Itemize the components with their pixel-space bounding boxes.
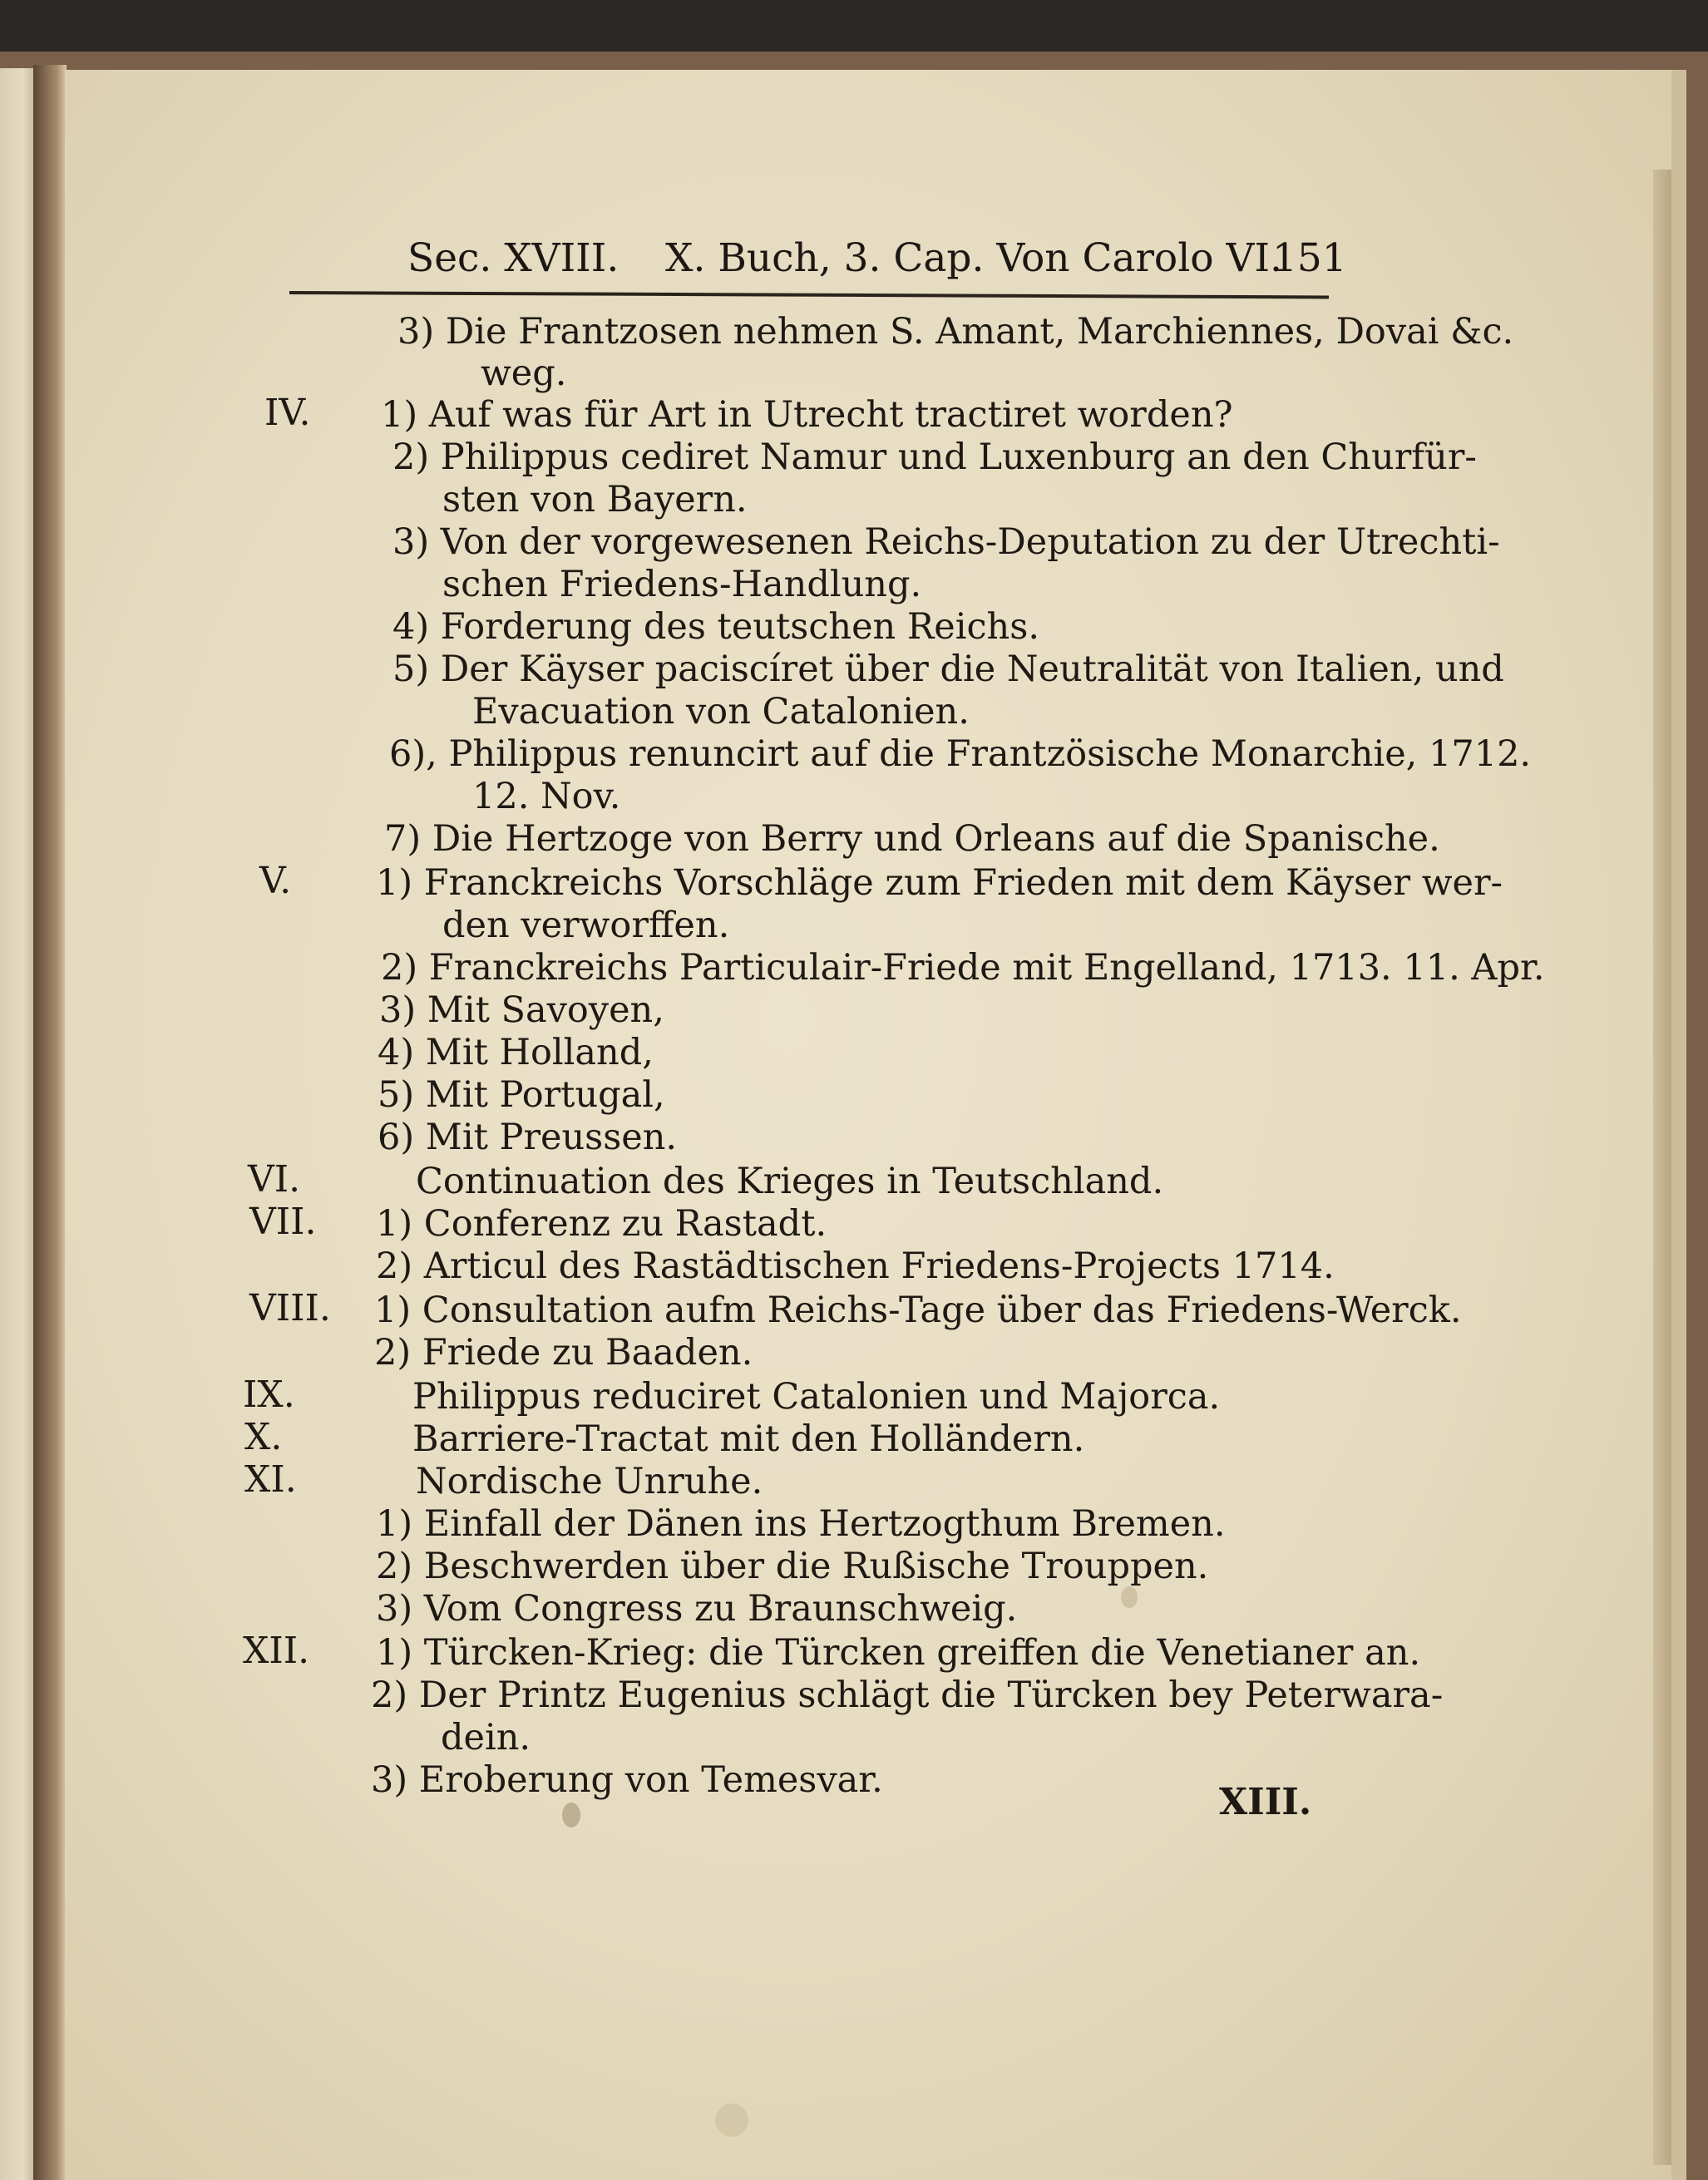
entry-line: 12. Nov. <box>472 776 621 817</box>
entry-line: 6), Philippus renuncirt auf die Frantzösische Monarchie, 1712. <box>389 733 1532 775</box>
entry-line: 5) Mit Portugal, <box>378 1074 665 1116</box>
entry-line: den verworffen. <box>442 905 730 946</box>
entry-line: 1) Consultation aufm Reichs-Tage über das Friedens-Werck. <box>374 1290 1462 1331</box>
section-numeral: IV. <box>264 392 311 434</box>
entry-line: 3) Mit Savoyen, <box>379 989 664 1031</box>
section-numeral: V. <box>259 860 292 902</box>
book-gutter <box>33 65 67 2180</box>
section-numeral: IX. <box>243 1374 295 1416</box>
entry-line: 4) Forderung des teutschen Reichs. <box>392 606 1039 648</box>
entry-line: 2) Articul des Rastädtischen Friedens-Projects 1714. <box>376 1245 1335 1287</box>
paper-stain <box>715 2104 748 2137</box>
entry-line: schen Friedens-Handlung. <box>442 564 922 605</box>
section-numeral: XII. <box>243 1630 310 1672</box>
entry-line: 3) Eroberung von Temesvar. <box>371 1759 883 1801</box>
entry-line: 3) Die Frantzosen nehmen S. Amant, Marchiennes, Dovai &c. <box>397 311 1514 353</box>
catchword: XIII. <box>1219 1781 1312 1823</box>
entry-line: 4) Mit Holland, <box>378 1032 654 1073</box>
section-numeral: VII. <box>249 1201 317 1243</box>
entry-line: dein. <box>441 1717 531 1758</box>
entry-line: 2) Franckreichs Particulair-Friede mit Engelland, 1713. 11. Apr. <box>381 947 1545 989</box>
paper-stain <box>1121 1586 1138 1608</box>
entry-line: 3) Vom Congress zu Braunschweig. <box>376 1588 1018 1630</box>
entry-line: 5) Der Käyser paciscíret über die Neutralität von Italien, und <box>392 649 1504 690</box>
page-fore-edge <box>1653 170 1671 2165</box>
paper-stain <box>562 1803 580 1827</box>
running-head-section: Sec. XVIII. <box>407 235 620 281</box>
entry-line: 1) Auf was für Art in Utrecht tractiret worden? <box>381 394 1233 436</box>
running-head-title: X. Buch, 3. Cap. Von Carolo VI. <box>665 235 1282 281</box>
entry-line: 1) Franckreichs Vorschläge zum Frieden mit dem Käyser wer- <box>376 862 1503 904</box>
entry-line: Continuation des Krieges in Teutschland. <box>416 1161 1164 1202</box>
entry-line: Barriere-Tractat mit den Holländern. <box>412 1418 1085 1460</box>
entry-line: 2) Friede zu Baaden. <box>374 1332 753 1374</box>
page-number: 151 <box>1272 235 1347 281</box>
entry-line: Nordische Unruhe. <box>416 1461 763 1502</box>
page <box>65 70 1686 2180</box>
entry-line: 1) Einfall der Dänen ins Hertzogthum Bremen. <box>376 1503 1226 1545</box>
entry-line: Philippus reduciret Catalonien und Majorca. <box>412 1376 1221 1418</box>
entry-line: 1) Türcken-Krieg: die Türcken greiffen die Venetianer an. <box>376 1632 1421 1674</box>
entry-line: 2) Beschwerden über die Rußische Trouppen. <box>376 1546 1209 1587</box>
section-numeral: VI. <box>248 1158 301 1201</box>
entry-line: sten von Bayern. <box>442 479 748 520</box>
section-numeral: X. <box>244 1416 283 1458</box>
section-numeral: XI. <box>244 1458 297 1501</box>
entry-line: 2) Philippus cediret Namur und Luxenburg an den Churfür- <box>392 436 1477 478</box>
entry-line: 1) Conferenz zu Rastadt. <box>376 1203 827 1245</box>
entry-line: 2) Der Printz Eugenius schlägt die Türcken bey Peterwara- <box>371 1674 1444 1716</box>
entry-line: 3) Von der vorgewesenen Reichs-Deputation zu der Utrechti- <box>392 521 1500 563</box>
entry-line: Evacuation von Catalonien. <box>472 691 970 732</box>
section-numeral: VIII. <box>249 1287 331 1329</box>
entry-line: weg. <box>481 353 567 394</box>
entry-line: 6) Mit Preussen. <box>378 1117 678 1158</box>
entry-line: 7) Die Hertzoge von Berry und Orleans auf die Spanische. <box>384 818 1440 860</box>
